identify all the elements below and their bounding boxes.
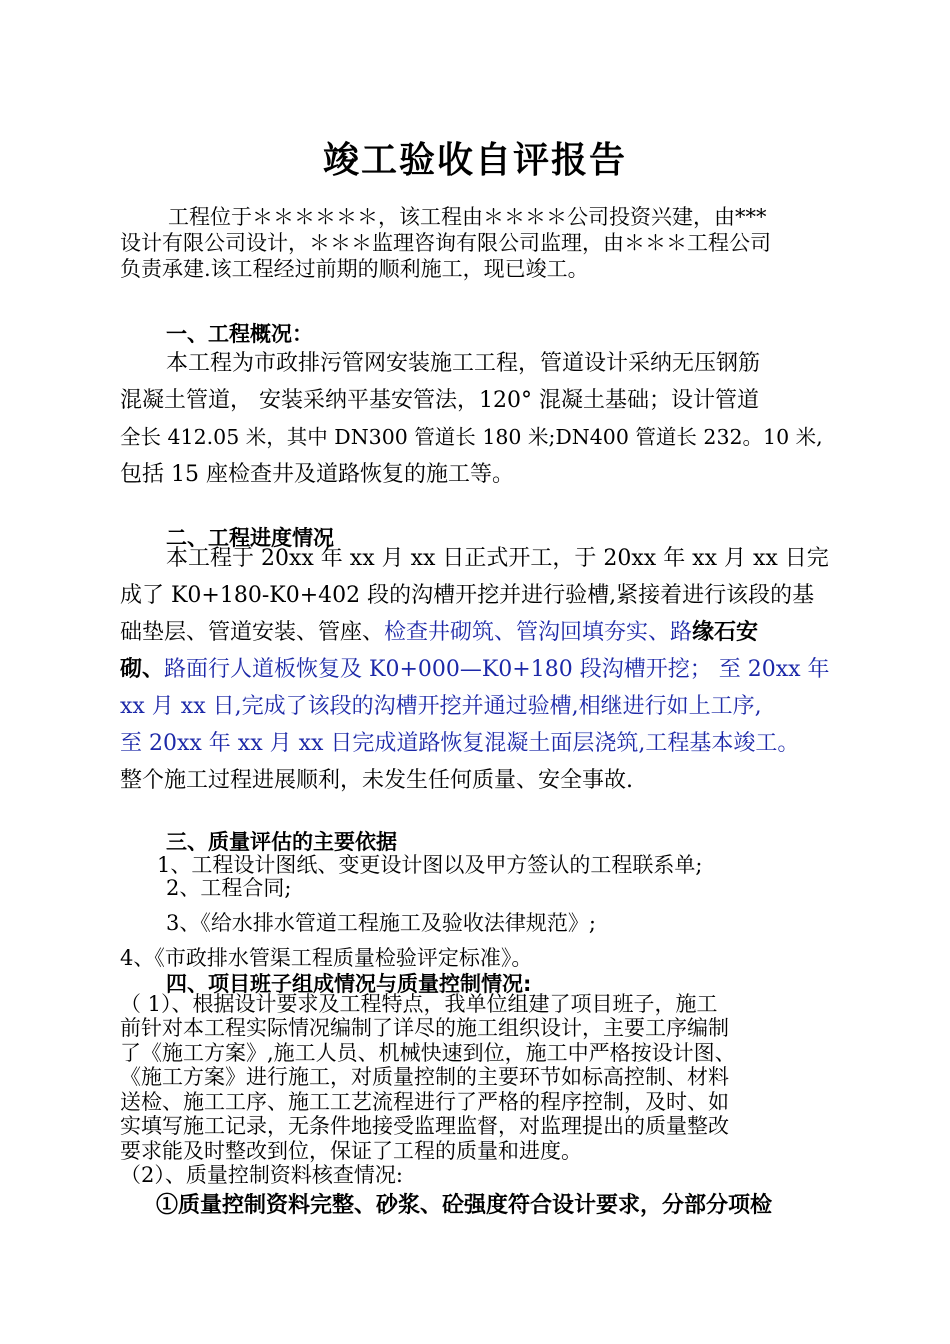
s2-line-5: xx 月 xx 日,完成了该段的沟槽开挖并通过验槽,相继进行如上工序, bbox=[120, 694, 762, 719]
s2-line-3-bold: 缘石安 bbox=[692, 619, 759, 645]
s4-line-6: 实填写施工记录，无条件地接受监理监督，对监理提出的质量整改 bbox=[120, 1114, 729, 1138]
s3-item-2: 2、工程合同; bbox=[166, 876, 292, 900]
section-4-heading: 四、项目班子组成情况与质量控制情况: bbox=[166, 972, 532, 996]
section-2-heading: 二、工程进度情况 bbox=[166, 526, 334, 550]
s1-line-2: 混凝土管道， 安装采纳平基安管法，120° 混凝土基础；设计管道 bbox=[120, 388, 759, 413]
s4-line-1: （ 1）、根据设计要求及工程特点，我单位组建了项目班子，施工 bbox=[120, 992, 718, 1016]
s4-line-3: 了《施工方案》,施工人员、机械快速到位，施工中严格按设计图、 bbox=[120, 1041, 736, 1065]
s1-line-3: 全长 412.05 米，其中 DN300 管道长 180 米;DN400 管道长 232。10 米, bbox=[120, 425, 823, 449]
s2-line-3 bbox=[120, 614, 758, 651]
s4-line-4: 《施工方案》进行施工，对质量控制的主要环节如标高控制、材料 bbox=[120, 1065, 729, 1089]
intro-line-1: 工程位于＊＊＊＊＊＊，该工程由＊＊＊＊公司投资兴建，由*** bbox=[168, 205, 767, 229]
intro-line-3: 负责承建.该工程经过前期的顺利施工，现已竣工。 bbox=[120, 257, 589, 281]
s3-item-3: 3、《给水排水管道工程施工及验收法律规范》; bbox=[166, 911, 596, 935]
s2-line-6: 至 20xx 年 xx 月 xx 日完成道路恢复混凝土面层浇筑,工程基本竣工。 bbox=[120, 731, 800, 756]
intro-line-2: 设计有限公司设计，＊＊＊监理咨询有限公司监理，由＊＊＊工程公司 bbox=[120, 231, 771, 255]
s3-item-1: 1、工程设计图纸、变更设计图以及甲方签认的工程联系单; bbox=[157, 853, 703, 877]
s2-line-7: 整个施工过程进展顺利，未发生任何质量、安全事故. bbox=[120, 768, 633, 793]
s2-line-1: 本工程于 20xx 年 xx 月 xx 日正式开工，于 20xx 年 xx 月 xx 日完 bbox=[166, 546, 829, 571]
s1-line-1: 本工程为市政排污管网安装施工工程，管道设计采纳无压钢筋 bbox=[166, 351, 761, 376]
s2-line-4-blue: 路面行人道板恢复及 K0+000—K0+180 段沟槽开挖； 至 20xx 年 bbox=[164, 657, 830, 682]
s2-line-3-blue: 检查井砌筑、管沟回填夯实、路 bbox=[384, 620, 693, 645]
s4-line-8: （2）、质量控制资料核查情况: bbox=[120, 1163, 403, 1187]
s4-line-5: 送检、施工工序、施工工艺流程进行了严格的程序控制，及时、如 bbox=[120, 1090, 729, 1114]
s2-line-4-bold: 砌、 bbox=[120, 656, 165, 682]
section-1-heading: 一、工程概况： bbox=[166, 322, 313, 346]
s2-line-4 bbox=[120, 651, 830, 688]
section-3-heading: 三、质量评估的主要依据 bbox=[166, 830, 397, 854]
s4-line-2: 前针对本工程实际情况编制了详尽的施工组织设计，主要工序编制 bbox=[120, 1016, 729, 1040]
s1-line-4: 包括 15 座检查井及道路恢复的施工等。 bbox=[120, 462, 514, 487]
s2-line-2: 成了 K0+180-K0+402 段的沟槽开挖并进行验槽,紧接着进行该段的基 bbox=[120, 583, 815, 608]
s4-line-7: 要求能及时整改到位，保证了工程的质量和进度。 bbox=[120, 1139, 582, 1163]
s3-item-4: 4、《市政排水管渠工程质量检验评定标准》。 bbox=[120, 946, 533, 970]
s4-line-9: ①质量控制资料完整、砂浆、砼强度符合设计要求，分部分项检 bbox=[156, 1192, 773, 1218]
page-title: 竣工验收自评报告 bbox=[322, 139, 627, 181]
s2-line-3-black: 础垫层、管道安装、管座、 bbox=[120, 620, 385, 645]
